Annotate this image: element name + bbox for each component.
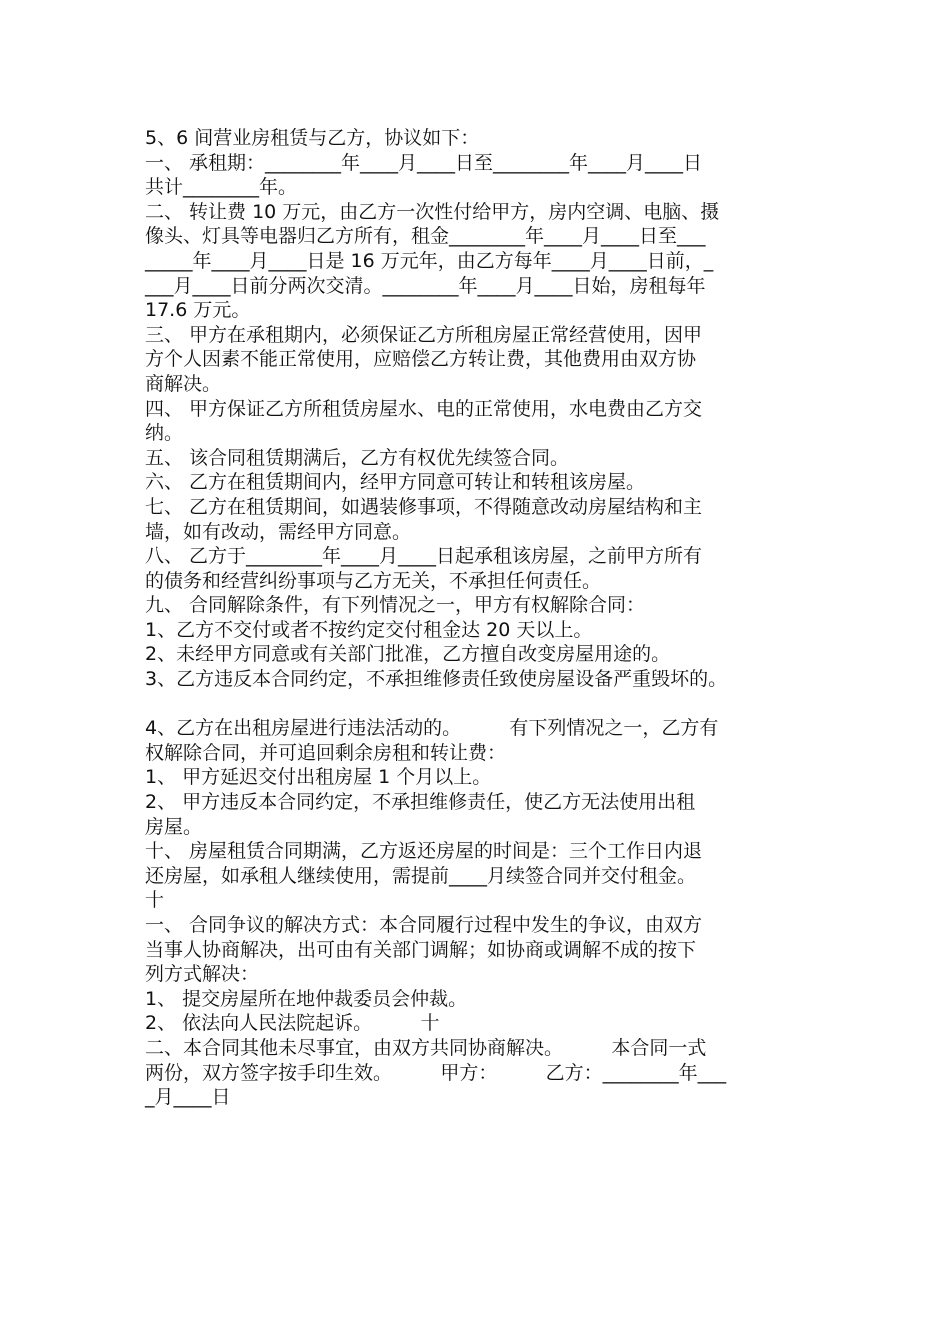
text-line: 一、 合同争议的解决方式：本合同履行过程中发生的争议，由双方 xyxy=(145,914,703,936)
text-line: _月____日 xyxy=(145,1086,231,1109)
text-line: _____年____月____日是 16 万元年，由乙方每年____月____日前，_ xyxy=(145,249,714,272)
text-line: 商解决。 xyxy=(145,372,222,395)
text-line: 十、 房屋租赁合同期满，乙方返还房屋的时间是：三个工作日内退 xyxy=(145,840,703,863)
text-line: 十 xyxy=(145,889,165,912)
text-line: 权解除合同，并可追回剩余房租和转让费： xyxy=(145,741,507,764)
text-line: 共计________年。 xyxy=(145,176,298,199)
text-line: 墙，如有改动，需经甲方同意。 xyxy=(145,520,412,543)
text-line: 一、 承租期：________年____月____日至________年____月____日 xyxy=(145,151,703,174)
text-line: 房屋。 xyxy=(145,815,203,838)
text-line: 七、 乙方在租赁期间，如遇装修事项，不得随意改动房屋结构和主 xyxy=(145,495,703,518)
text-line: 两份，双方签字按手印生效。 甲方： 乙方：________年___ xyxy=(145,1061,727,1084)
text-line: 八、 乙方于________年____月____日起承租该房屋，之前甲方所有 xyxy=(145,545,703,568)
text-line: 像头、灯具等电器归乙方所有，租金________年____月____日至___ xyxy=(145,225,706,248)
text-line: 2、 甲方违反本合同约定，不承担维修责任，使乙方无法使用出租 xyxy=(145,791,696,814)
text-line: 三、 甲方在承租期内，必须保证乙方所租房屋正常经营使用，因甲 xyxy=(145,323,703,346)
text-line: 1、 甲方延迟交付出租房屋 1 个月以上。 xyxy=(145,766,492,789)
blank-line xyxy=(145,692,815,717)
text-line: 1、乙方不交付或者不按约定交付租金达 20 天以上。 xyxy=(145,618,593,641)
text-line: 五、 该合同租赁期满后，乙方有权优先续签合同。 xyxy=(145,446,570,469)
document-body xyxy=(145,126,815,1110)
text-line: 还房屋，如承租人继续使用，需提前____月续签合同并交付租金。 xyxy=(145,864,697,887)
text-line: 九、 合同解除条件，有下列情况之一，甲方有权解除合同： xyxy=(145,594,646,617)
text-line: 的债务和经营纠纷事项与乙方无关，不承担任何责任。 xyxy=(145,569,602,592)
text-line: 1、 提交房屋所在地仲裁委员会仲裁。 xyxy=(145,987,468,1010)
text-line: 列方式解决： xyxy=(145,963,260,986)
text-line: 3、乙方违反本合同约定，不承担维修责任致使房屋设备严重毁坏的。 xyxy=(145,668,728,691)
text-line: 二、 转让费 10 万元，由乙方一次性付给甲方，房内空调、电脑、摄 xyxy=(145,200,720,223)
text-line: 5、6 间营业房租赁与乙方，协议如下： xyxy=(145,127,480,149)
text-line: 2、未经甲方同意或有关部门批准，乙方擅自改变房屋用途的。 xyxy=(145,643,671,666)
text-line: 四、 甲方保证乙方所租赁房屋水、电的正常使用，水电费由乙方交 xyxy=(145,397,703,420)
text-line: 二、本合同其他未尽事宜，由双方共同协商解决。 本合同一式 xyxy=(145,1036,707,1059)
text-line: 方个人因素不能正常使用，应赔偿乙方转让费，其他费用由双方协 xyxy=(145,348,697,371)
text-line: 纳。 xyxy=(145,422,184,445)
text-line: 当事人协商解决，出可由有关部门调解；如协商或调解不成的按下 xyxy=(145,938,697,961)
text-line: ___月____日前分两次交清。________年____月____日始，房租每年 xyxy=(145,274,706,297)
text-line: 17.6 万元。 xyxy=(145,299,251,322)
text-line: 六、 乙方在租赁期间内，经甲方同意可转让和转租该房屋。 xyxy=(145,471,646,494)
text-line: 4、乙方在出租房屋进行违法活动的。 有下列情况之一，乙方有 xyxy=(145,717,719,740)
text-line: 2、 依法向人民法院起诉。 十 xyxy=(145,1012,440,1035)
